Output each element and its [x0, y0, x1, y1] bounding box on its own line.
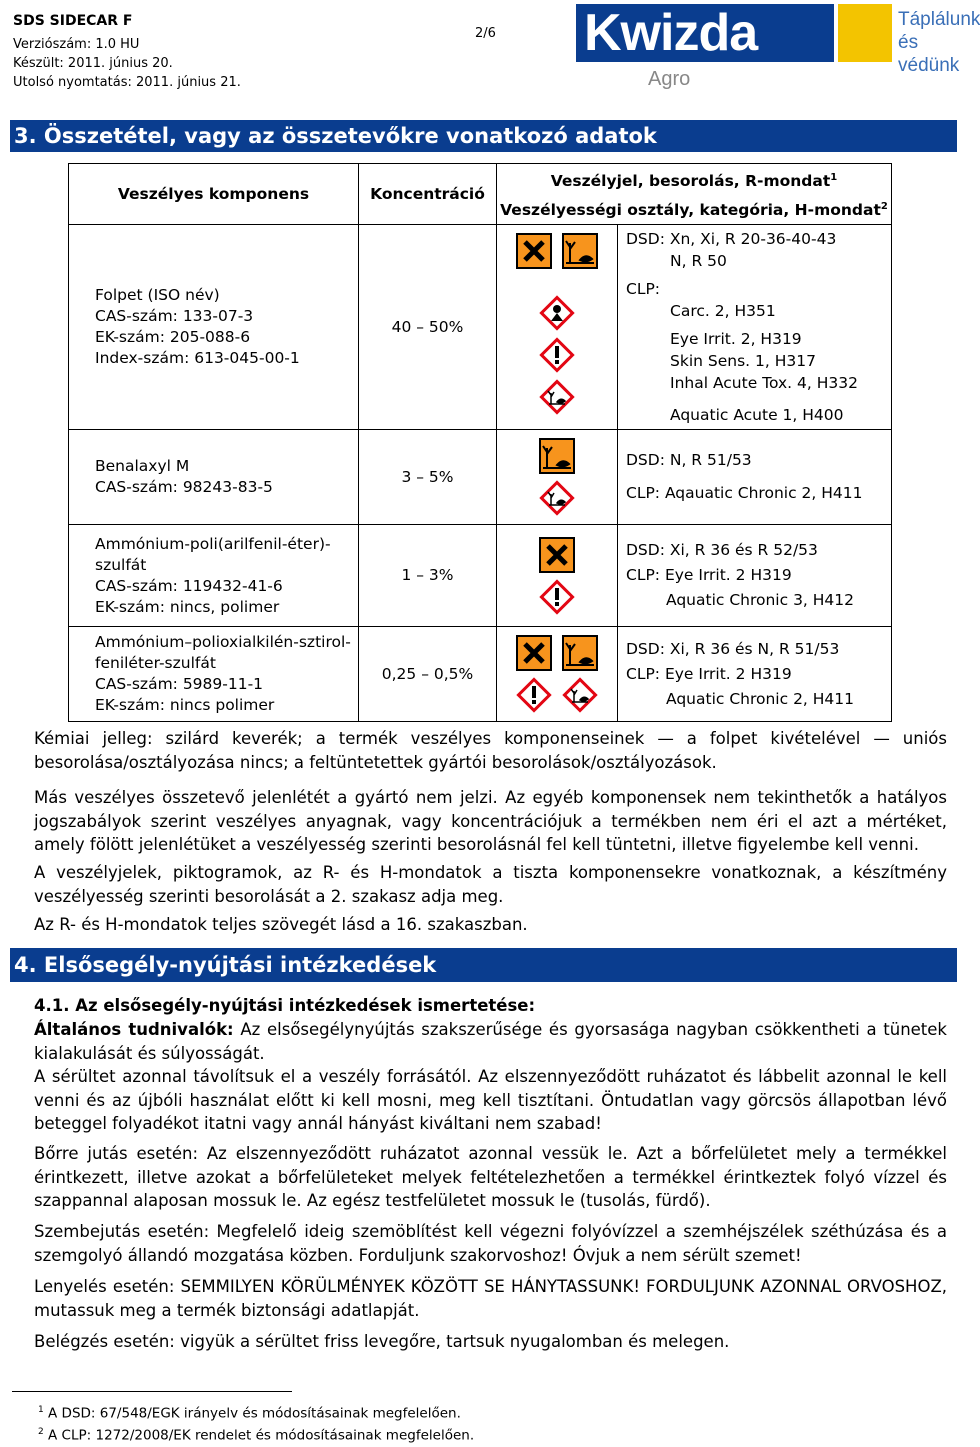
component-name-cont: szulfát	[95, 555, 147, 574]
created-date: Készült: 2011. június 20.	[13, 56, 173, 71]
index-number: Index-szám: 613-045-00-1	[95, 349, 300, 367]
clp-line: CLP: Eye Irrit. 2 H319	[626, 566, 792, 584]
col-header-component: Veszélyes komponens	[69, 164, 359, 225]
footnote-separator	[12, 1391, 292, 1392]
cas-number: CAS-szám: 5989-11-1	[95, 675, 264, 693]
harmful-x-icon	[516, 233, 552, 269]
clp-line: Inhal Acute Tox. 4, H332	[670, 374, 858, 392]
clp-line: Aquatic Acute 1, H400	[670, 406, 844, 424]
version: Verziószám: 1.0 HU	[13, 37, 140, 52]
component-name-cont: feniléter-szulfát	[95, 654, 216, 672]
dsd-line: N, R 50	[670, 252, 727, 270]
ek-number: EK-szám: nincs polimer	[95, 696, 275, 714]
dsd-line: DSD: Xn, Xi, R 20-36-40-43	[626, 230, 837, 248]
concentration-cell: 3 – 5%	[359, 430, 497, 525]
pictograms-note-paragraph: A veszélyjelek, piktogramok, az R- és H-mondatok a tiszta komponensekre vonatkoznak, a készítmény veszélyesség szerinti besorolását a 2. szakasz adja meg.	[34, 863, 947, 906]
health-hazard-icon	[539, 295, 575, 331]
harmful-x-icon	[539, 537, 575, 573]
component-name: Benalaxyl M	[95, 457, 190, 475]
dsd-line: DSD: Xi, R 36 és N, R 51/53	[626, 639, 840, 658]
logo-tagline-2: és védünk	[898, 32, 960, 76]
pictogram-cell	[497, 627, 618, 722]
kwizda-logo	[576, 4, 980, 94]
document-name: SDS SIDECAR F	[13, 13, 133, 29]
footnote-1-text: A DSD: 67/548/EGK irányelv és módosításainak megfelelően.	[43, 1405, 461, 1422]
clp-line: Carc. 2, H351	[670, 302, 776, 320]
footnote-1-number: 1	[38, 1405, 44, 1415]
other-components-paragraph: Más veszélyes összetevő jelenlétét a gyártó nem jelzi. Az egyéb komponensek nem tekinthetők a hatályos jogszabályok szerint veszélyes anyagnak, vagy koncentrációjuk a termékben nem éri el azt a mértéket, amely fölött jelenlétüket a veszélyesség szerinti besorolásnál fel kell tüntetni, illetve figyelembe kell venni.	[34, 788, 947, 854]
section-4-title: 4. Elsősegély-nyújtási intézkedések	[10, 948, 957, 982]
dsd-line: DSD: N, R 51/53	[626, 451, 752, 469]
table-row	[69, 525, 892, 627]
component-name: Folpet (ISO név)	[95, 286, 220, 304]
exclamation-icon	[539, 579, 575, 615]
footnote-ref-2: 2	[880, 201, 888, 212]
concentration-cell: 40 – 50%	[359, 225, 497, 430]
logo-brand: Kwizda	[584, 4, 758, 62]
last-print-date: Utolsó nyomtatás: 2011. június 21.	[13, 75, 241, 90]
chemical-nature-paragraph: Kémiai jelleg: szilárd keverék; a termék veszélyes komponenseinek — a folpet kivételével — uniós besorolása/osztályozása nincs; a feltüntetettek gyártói besorolások/osztályozások.	[34, 729, 947, 772]
component-name: Ammónium–polioxialkilén-sztirol-	[95, 633, 351, 651]
clp-line: Aquatic Chronic 2, H411	[666, 689, 855, 708]
logo-tagline-1: Táplálunk	[898, 9, 980, 30]
classification-cell	[618, 627, 892, 722]
logo-tagline	[848, 8, 980, 77]
page-number: 2/6	[475, 26, 496, 41]
component-cell	[69, 627, 359, 722]
concentration-cell: 0,25 – 0,5%	[359, 627, 497, 722]
header-class-1: Veszélyjel, besorolás, R-mondat	[550, 172, 831, 190]
general-info-label: Általános tudnivalók:	[34, 1020, 234, 1039]
general-info-paragraph	[34, 1018, 947, 1065]
footnote-2-text: A CLP: 1272/2008/EK rendelet és módosításainak megfelelően.	[43, 1427, 475, 1444]
skin-contact-paragraph: Bőrre jutás esetén: Az elszennyeződött ruházatot azonnal vessük le. Azt a bőrfelületet mely a termékkel érintkezett, illetve azokat a bőrfelületeket melyek feltételezhetően a termékkel érintkeztek folyó vízzel és szappannal alaposan mossuk le. Az egész testfelületet mossuk le (tusolás, fürdő).	[34, 1144, 947, 1210]
pictogram-cell	[497, 525, 618, 627]
classification-cell	[618, 430, 892, 525]
ek-number: EK-szám: nincs, polimer	[95, 597, 280, 616]
remove-from-source-paragraph: A sérültet azonnal távolítsuk el a veszély forrásától. Az elszennyeződött ruházatot és lábbelit azonnal le kell venni és az újbóli használat előtt ki kell mosni, meg kell tisztítani. Öntudatlan vagy görcsös állapotban lévő beteggel folyadékot itatni vagy annál hányást kiváltani nem szabad!	[34, 1067, 947, 1133]
clp-line: Eye Irrit. 2, H319	[670, 330, 802, 348]
environment-icon	[539, 438, 575, 474]
clp-line: CLP:	[626, 280, 661, 298]
component-cell	[69, 430, 359, 525]
environment-icon	[562, 635, 598, 671]
classification-cell	[618, 225, 892, 430]
dsd-line: DSD: Xi, R 36 és R 52/53	[626, 541, 818, 559]
classification-cell	[618, 525, 892, 627]
general-info-text: Az elsősegélynyújtás szakszerűsége és gyorsasága nagyban csökkentheti a tünetek kialakulását és súlyosságát.	[34, 1020, 947, 1063]
eye-contact-paragraph: Szembejutás esetén: Megfelelő ideig szemöblítést kell végezni folyóvízzel a szemhéjszélek széthúzása és a szemgolyó állandó mozgatása közben. Forduljunk szakorvoshoz! Óvjuk a nem sérült szemet!	[34, 1222, 947, 1265]
col-header-classification	[497, 164, 892, 225]
cas-number: CAS-szám: 98243-83-5	[95, 478, 273, 496]
pictogram-cell	[497, 225, 618, 430]
pictogram-cell	[497, 430, 618, 525]
cas-number: CAS-szám: 133-07-3	[95, 307, 254, 325]
exclamation-icon	[516, 677, 552, 713]
logo-blue-block	[576, 4, 834, 62]
table-header-row	[69, 164, 892, 225]
components-table	[68, 163, 892, 722]
clp-line: CLP: Eye Irrit. 2 H319	[626, 664, 792, 683]
component-name: Ammónium-poli(arilfenil-éter)-	[95, 534, 331, 553]
footnote-ref-1: 1	[830, 171, 838, 183]
concentration-cell: 1 – 3%	[359, 525, 497, 627]
table-row	[69, 430, 892, 525]
ingestion-paragraph: Lenyelés esetén: SEMMILYEN KÖRÜLMÉNYEK KÖZÖTT SE HÁNYTASSUNK! FORDULJUNK AZONNAL ORVOSHOZ, mutassuk meg a termék biztonsági adatlapját.	[34, 1277, 947, 1320]
environment-icon	[539, 379, 575, 415]
r-h-reference-paragraph: Az R- és H-mondatok teljes szövegét lásd a 16. szakaszban.	[34, 915, 528, 934]
cas-number: CAS-szám: 119432-41-6	[95, 576, 283, 595]
header-class-2: Veszélyességi osztály, kategória, H-mondat	[500, 201, 881, 220]
component-cell	[69, 525, 359, 627]
clp-line: Skin Sens. 1, H317	[670, 352, 816, 370]
harmful-x-icon	[516, 635, 552, 671]
footnote-2-number: 2	[38, 1427, 44, 1437]
document-header	[13, 12, 241, 92]
col-header-concentration: Koncentráció	[359, 164, 497, 225]
exclamation-icon	[539, 337, 575, 373]
environment-icon	[562, 233, 598, 269]
footnote-1	[38, 1405, 461, 1422]
environment-icon	[539, 480, 575, 516]
table-row	[69, 225, 892, 430]
ek-number: EK-szám: 205-088-6	[95, 328, 251, 346]
component-cell	[69, 225, 359, 430]
section-3-title: 3. Összetétel, vagy az összetevőkre vonatkozó adatok	[10, 120, 957, 152]
logo-agro: Agro	[648, 68, 691, 90]
environment-icon	[562, 677, 598, 713]
footnote-2	[38, 1427, 474, 1444]
inhalation-paragraph: Belégzés esetén: vigyük a sérültet friss levegőre, tartsuk nyugalomban és melegen.	[34, 1332, 730, 1351]
clp-line: CLP: Aqauatic Chronic 2, H411	[626, 484, 863, 502]
clp-line: Aquatic Chronic 3, H412	[666, 591, 855, 609]
subsection-4-1-title: 4.1. Az elsősegély-nyújtási intézkedések ismertetése:	[34, 996, 536, 1015]
table-row	[69, 627, 892, 722]
